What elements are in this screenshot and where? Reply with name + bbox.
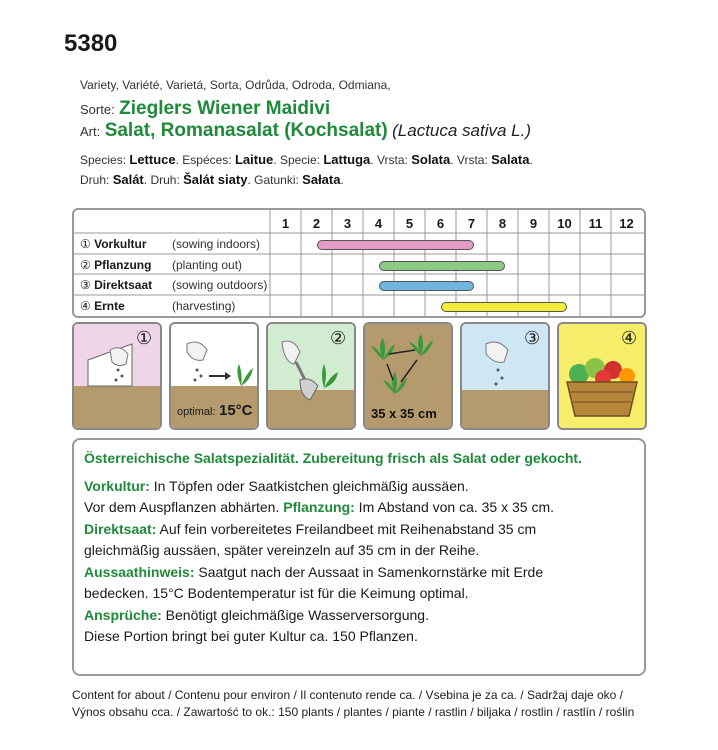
art-value: Salat, Romanasalat (Kochsalat) [104,120,388,141]
activity-name: Pflanzung [94,258,152,272]
direktsaat-text: Auf fein vorbereitetes Freilandbeet mit Reihenabstand 35 cm [156,520,537,537]
druh-value: Šalát siaty [183,172,248,187]
druh-label: Gatunki: [254,173,299,187]
sorte-label: Sorte: [80,102,115,117]
species-label: Species: [80,153,127,167]
species-value: Solata [411,152,451,167]
druh-line: Druh: Salát. Druh: Šalát siaty. Gatunki: Sałata. [80,172,344,187]
species-label: Espéces: [182,153,232,167]
description-box [72,438,646,676]
vorkultur-text-2: Vor dem Auspflanzen abhärten. [84,499,284,515]
variety-languages: Variety, Variété, Varietá, Sorta, Odrůda, Odroda, Odmiana, [80,78,391,92]
pflanzung-text: Im Abstand von ca. 35 x 35 cm. [354,499,555,515]
pflanzung-label: Pflanzung: [283,499,355,515]
art-label: Art: [80,124,101,139]
pictogram-spacing [363,322,453,430]
footer-line-2: Výnos obsahu cca. / Zawartość to ok.: 150 plants / plantes / piante / rastlin / biljaka / rostlin / rastlín / roślin [72,705,635,719]
species-value: Salata [491,152,530,167]
pictogram-planting-out [266,322,356,430]
aussaat-text: Saatgut nach der Aussaat in Samenkornstärke mit Erde [194,563,544,580]
vorkultur-label: Vorkultur: [84,477,150,494]
activity-name: Direktsaat [94,278,153,292]
month-3: 3 [343,216,352,231]
month-7: 7 [467,216,476,231]
druh-value: Sałata [302,172,341,187]
druh-label: Druh: [150,173,180,187]
month-10: 10 [557,216,572,231]
ansprueche-label: Ansprüche: [84,606,162,623]
activity-vorkultur [80,237,261,251]
species-value: Lettuce [129,152,176,167]
aussaat-paragraph [84,562,634,584]
activity-english: (harvesting) [172,299,236,313]
vorkultur-paragraph [84,476,634,498]
product-code: 5380 [64,30,118,57]
step-number-1: ① [136,328,153,348]
activity-name: Vorkultur [94,237,147,251]
activity-direktsaat [80,278,268,292]
activity-name: Ernte [94,299,125,313]
spacing-label: 35 x 35 cm [371,406,437,421]
month-1: 1 [281,216,290,231]
month-5: 5 [405,216,414,231]
portion-text: Diese Portion bringt bei guter Kultur ca. 150 Pflanzen. [84,628,418,644]
month-2: 2 [312,216,321,231]
step-number-4: ④ [621,328,638,348]
headline: Österreichische Salatspezialität. Zubereitung frisch als Salat oder gekocht. [84,450,582,466]
art-line [80,120,531,142]
druh-value: Salát [112,172,144,187]
species-label: Vrsta: [456,153,488,167]
month-4: 4 [374,216,383,231]
druh-label: Druh: [80,173,110,187]
aussaat-text-2: bedecken. 15°C Bodentemperatur ist für die Keimung optimal. [84,585,469,601]
art-latin-name: (Lactuca sativa L.) [392,121,532,140]
activity-number: ① [80,237,91,251]
activity-english: (planting out) [172,258,243,272]
activity-pflanzung [80,258,243,272]
pictogram-harvest [557,322,647,430]
species-line: Species: Lettuce. Espéces: Laitue. Specie: Lattuga. Vrsta: Solata. Vrsta: Salata. [80,152,533,167]
species-label: Vrsta: [376,153,408,167]
ansprueche-paragraph [84,605,634,627]
activity-number: ④ [80,299,91,313]
species-value: Laitue [234,152,274,167]
content-footer [72,687,692,721]
optimal-temperature: 15°C [219,402,253,419]
calendar-bar-pflanzung [379,261,505,271]
activity-number: ② [80,258,91,272]
calendar-bar-ernte [441,302,567,312]
calendar-bar-vorkultur [317,240,474,250]
vorkultur-text: In Töpfen oder Saatkistchen gleichmäßig aussäen. [149,477,469,494]
species-value: Lattuga [323,152,371,167]
step-number-3: ③ [524,328,541,348]
activity-english: (sowing indoors) [172,237,261,251]
pflanzung-paragraph [84,497,634,519]
aussaat-label: Aussaathinweis: [84,563,195,580]
pictogram-sowing-indoors [72,322,162,430]
step-number-2: ② [330,328,347,348]
month-6: 6 [436,216,445,231]
pictogram-row [72,322,646,434]
pictogram-germination [169,322,259,430]
direktsaat-text-2: gleichmäßig aussäen, später vereinzeln auf 35 cm in der Reihe. [84,542,480,558]
activity-ernte [80,299,236,313]
month-9: 9 [529,216,538,231]
ansprueche-text: Benötigt gleichmäßige Wasserversorgung. [161,606,429,623]
activity-english: (sowing outdoors) [172,278,268,292]
pictogram-sowing-outdoors [460,322,550,430]
direktsaat-paragraph [84,519,634,541]
optimal-label: optimal: [177,406,216,418]
calendar-bar-direktsaat [379,281,474,291]
footer-line-1: Content for about / Contenu pour environ / Il contenuto rende ca. / Vsebina je za ca. / Sadržaj daje oko / [72,688,624,702]
activity-number: ③ [80,278,91,292]
month-11: 11 [588,216,603,231]
month-12: 12 [619,216,634,231]
sorte-line [80,98,330,120]
sorte-value: Zieglers Wiener Maidivi [119,98,331,119]
sowing-calendar [72,208,646,318]
species-label: Specie: [279,153,320,167]
month-8: 8 [498,216,507,231]
direktsaat-label: Direktsaat: [84,520,157,537]
